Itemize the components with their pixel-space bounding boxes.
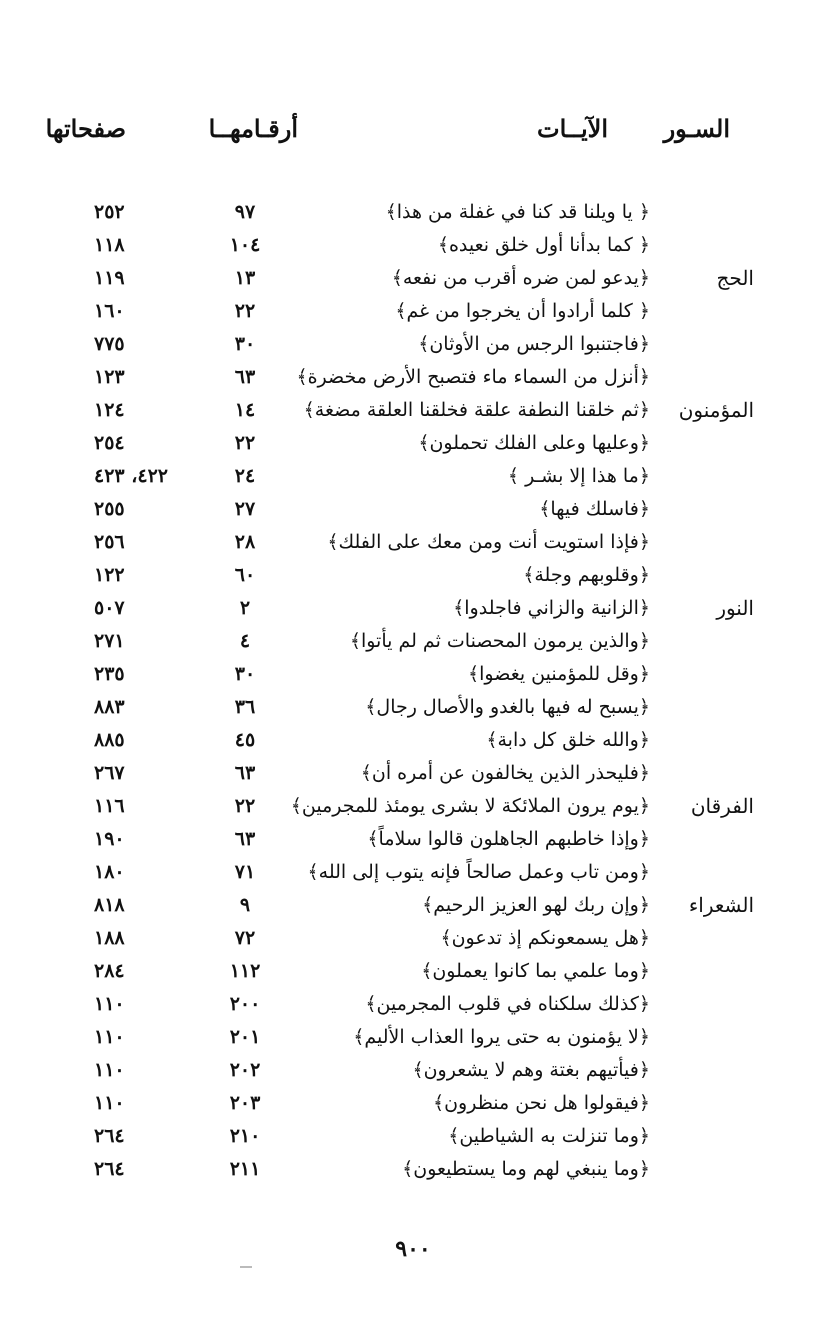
table-row xyxy=(0,1021,826,1054)
verse-text: ﴿هل يسمعونكم إذ تدعون﴾ xyxy=(440,927,650,949)
page-reference: ٨٨٣ xyxy=(94,696,125,718)
verse-number: ٢ xyxy=(239,597,251,619)
page-reference: ١٢٤ xyxy=(94,399,125,421)
verse-text: ﴿ومن تاب وعمل صالحاً فإنه يتوب إلى الله﴾ xyxy=(307,861,650,883)
verse-text: ﴿ثم خلقنا النطفة علقة فخلقنا العلقة مضغة﴾ xyxy=(303,399,650,421)
verse-text: ﴿فاسلك فيها﴾ xyxy=(539,498,650,520)
page-reference: ٢٦٤ xyxy=(94,1125,125,1147)
verse-number: ١٠٤ xyxy=(229,234,261,256)
header-pages: صفحاتها xyxy=(45,114,126,143)
verse-number: ٧٢ xyxy=(234,927,256,949)
verse-number: ٢١١ xyxy=(229,1158,261,1180)
table-row xyxy=(0,196,826,229)
table-row xyxy=(0,526,826,559)
header-surah: السـور xyxy=(663,114,730,143)
verse-text: ﴿وما ينبغي لهم وما يستطيعون﴾ xyxy=(402,1158,650,1180)
verse-text: ﴿فليحذر الذين يخالفون عن أمره أن﴾ xyxy=(360,762,650,784)
table-row xyxy=(0,229,826,262)
page-reference: ٨٨٥ xyxy=(94,729,125,751)
verse-number: ٦٣ xyxy=(234,762,256,784)
verse-number: ٩٧ xyxy=(234,201,256,223)
verse-number: ١٤ xyxy=(234,399,256,421)
verse-text: ﴿فإذا استويت أنت ومن معك على الفلك﴾ xyxy=(327,531,650,553)
table-row xyxy=(0,856,826,889)
page-reference: ١١٩ xyxy=(94,267,125,289)
table-row xyxy=(0,262,826,295)
surah-name: المؤمنون xyxy=(678,398,754,422)
page-reference: ٢٥٤ xyxy=(94,432,125,454)
table-row xyxy=(0,427,826,460)
page-reference: ٢٥٢ xyxy=(94,201,125,223)
verse-number: ٦٣ xyxy=(234,366,256,388)
verse-text: ﴿يدعو لمن ضره أقرب من نفعه﴾ xyxy=(391,267,650,289)
verse-number: ٢٨ xyxy=(234,531,256,553)
page-reference: ٢٦٧ xyxy=(94,762,125,784)
table-row xyxy=(0,1120,826,1153)
page-reference: ٢٥٦ xyxy=(94,531,125,553)
table-row xyxy=(0,988,826,1021)
table-header xyxy=(0,114,826,154)
verse-number: ٩ xyxy=(239,894,251,916)
table-row xyxy=(0,295,826,328)
verse-number: ١٣ xyxy=(234,267,256,289)
page-reference: ١١٠ xyxy=(94,1092,125,1114)
table-row xyxy=(0,361,826,394)
page-reference: ١١٠ xyxy=(94,1026,125,1048)
verse-text: ﴿يسبح له فيها بالغدو والأصال رجال﴾ xyxy=(365,696,650,718)
verse-text: ﴿وإذا خاطبهم الجاهلون قالوا سلاماً﴾ xyxy=(367,828,650,850)
page-number: ٩٠٠ xyxy=(395,1236,431,1262)
verse-number: ٢١٠ xyxy=(229,1125,261,1147)
verse-text: ﴿لا يؤمنون به حتى يروا العذاب الأليم﴾ xyxy=(353,1026,650,1048)
verse-text: ﴿والله خلق كل دابة﴾ xyxy=(486,729,650,751)
page-reference: ١١٠ xyxy=(94,1059,125,1081)
table-row xyxy=(0,790,826,823)
page-reference: ٥٠٧ xyxy=(94,597,125,619)
verse-text: ﴿أنزل من السماء ماء فتصبح الأرض مخضرة﴾ xyxy=(296,366,650,388)
verse-text: ﴿وقل للمؤمنين يغضوا﴾ xyxy=(467,663,650,685)
page-reference: ٢٦٤ xyxy=(94,1158,125,1180)
table-row xyxy=(0,592,826,625)
table-row xyxy=(0,328,826,361)
verse-text: ﴿وما تنزلت به الشياطين﴾ xyxy=(448,1125,650,1147)
verse-number: ٦٣ xyxy=(234,828,256,850)
verse-text: ﴿والذين يرمون المحصنات ثم لم يأتوا﴾ xyxy=(349,630,650,652)
table-row xyxy=(0,823,826,856)
surah-name: الحج xyxy=(716,266,754,290)
verse-number: ٢٠٢ xyxy=(229,1059,261,1081)
page-reference: ١٢٣ xyxy=(94,366,125,388)
verse-text: ﴿وقلوبهم وجلة﴾ xyxy=(523,564,650,586)
verse-text: ﴿فيأتيهم بغتة وهم لا يشعرون﴾ xyxy=(412,1059,650,1081)
verse-number: ٣٦ xyxy=(234,696,256,718)
verse-text: ﴿ كما بدأنا أول خلق نعيده﴾ xyxy=(437,234,650,256)
page-reference: ١٢٢ xyxy=(94,564,125,586)
page-reference: ١٨٨ xyxy=(94,927,125,949)
table-row xyxy=(0,394,826,427)
verse-number: ٣٠ xyxy=(234,663,256,685)
page-reference: ١١٨ xyxy=(94,234,125,256)
page-reference: ٢٥٥ xyxy=(94,498,125,520)
table-row xyxy=(0,724,826,757)
index-table xyxy=(0,196,826,1186)
table-row xyxy=(0,1153,826,1186)
verse-text: ﴿ يا ويلنا قد كنا في غفلة من هذا﴾ xyxy=(385,201,650,223)
verse-number: ٢٢ xyxy=(234,795,256,817)
table-row xyxy=(0,1054,826,1087)
page-reference: ٨١٨ xyxy=(94,894,125,916)
table-row xyxy=(0,889,826,922)
page-reference: ١١٦ xyxy=(94,795,125,817)
verse-number: ٧١ xyxy=(234,861,256,883)
verse-number: ٢٧ xyxy=(234,498,256,520)
verse-text: ﴿ما هذا إلا بشـر ﴾ xyxy=(507,465,650,487)
surah-name: النور xyxy=(716,596,754,620)
verse-number: ٦٠ xyxy=(234,564,256,586)
table-row xyxy=(0,691,826,724)
table-row xyxy=(0,922,826,955)
page-reference: ١٩٠ xyxy=(94,828,125,850)
page-reference: ٤٢٢، ٤٢٣ xyxy=(94,465,168,487)
page-reference: ١٦٠ xyxy=(94,300,125,322)
verse-text: ﴿ كلما أرادوا أن يخرجوا من غم﴾ xyxy=(395,300,650,322)
table-row xyxy=(0,1087,826,1120)
verse-number: ٢٠٠ xyxy=(229,993,261,1015)
verse-text: ﴿وعليها وعلى الفلك تحملون﴾ xyxy=(418,432,650,454)
verse-number: ٢٠١ xyxy=(229,1026,261,1048)
verse-number: ٣٠ xyxy=(234,333,256,355)
verse-number: ٢٤ xyxy=(234,465,256,487)
verse-number: ٢٢ xyxy=(234,432,256,454)
verse-text: ﴿وما علمي بما كانوا يعملون﴾ xyxy=(421,960,650,982)
header-numbers: أرقـامهــا xyxy=(208,114,298,143)
surah-name: الشعراء xyxy=(688,893,754,917)
verse-text: ﴿فاجتنبوا الرجس من الأوثان﴾ xyxy=(418,333,650,355)
verse-number: ٢٢ xyxy=(234,300,256,322)
page-reference: ٢٧١ xyxy=(94,630,125,652)
page-reference: ٢٨٤ xyxy=(94,960,125,982)
verse-number: ٤ xyxy=(239,630,251,652)
table-row xyxy=(0,625,826,658)
print-speck xyxy=(240,1266,252,1268)
table-row xyxy=(0,658,826,691)
surah-name: الفرقان xyxy=(690,794,754,818)
page-reference: ١٨٠ xyxy=(94,861,125,883)
verse-text: ﴿وإن ربك لهو العزيز الرحيم﴾ xyxy=(422,894,650,916)
header-ayat: الآيــات xyxy=(536,114,608,143)
table-row xyxy=(0,460,826,493)
page-reference: ٧٧٥ xyxy=(94,333,125,355)
verse-text: ﴿يوم يرون الملائكة لا بشرى يومئذ للمجرمين﴾ xyxy=(290,795,650,817)
verse-text: ﴿فيقولوا هل نحن منظرون﴾ xyxy=(432,1092,650,1114)
verse-text: ﴿كذلك سلكناه في قلوب المجرمين﴾ xyxy=(365,993,650,1015)
page-reference: ٢٣٥ xyxy=(94,663,125,685)
page-reference: ١١٠ xyxy=(94,993,125,1015)
table-row xyxy=(0,493,826,526)
table-row xyxy=(0,559,826,592)
verse-number: ١١٢ xyxy=(229,960,261,982)
table-row xyxy=(0,757,826,790)
verse-text: ﴿الزانية والزاني فاجلدوا﴾ xyxy=(453,597,650,619)
verse-number: ٢٠٣ xyxy=(229,1092,261,1114)
table-row xyxy=(0,955,826,988)
verse-number: ٤٥ xyxy=(234,729,256,751)
